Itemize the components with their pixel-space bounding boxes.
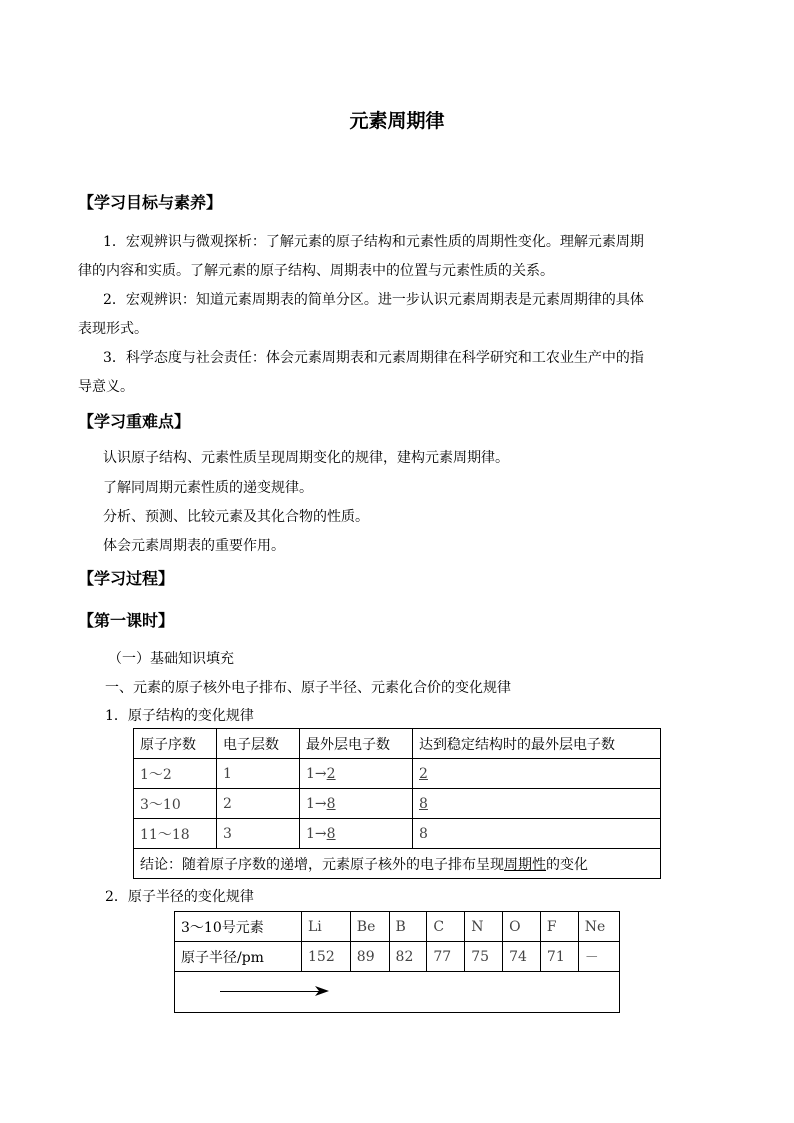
elements-row — [175, 912, 620, 942]
table-row — [134, 759, 661, 789]
conclusion-cell — [134, 849, 661, 879]
trend-cell — [175, 972, 620, 1013]
key-point-3: 分析、预测、比较元素及其化合物的性质。 — [103, 509, 369, 525]
conclusion-periodicity: 周期性 — [504, 856, 546, 873]
element-n: N — [465, 912, 503, 942]
element-b: B — [389, 912, 427, 942]
trend-row — [175, 972, 620, 1013]
header-electron-layers: 电子层数 — [217, 729, 300, 759]
goal-1-line-1: 1．宏观辨识与微观探析：了解元素的原子结构和元素性质的周期性变化。理解元素周期 — [103, 234, 644, 250]
cell-seq: 11～18 — [134, 819, 217, 849]
radius-n: 75 — [465, 942, 503, 972]
cell-layers: 3 — [217, 819, 300, 849]
cell-seq: 1～2 — [134, 759, 217, 789]
goal-3-line-1: 3．科学态度与社会责任：体会元素周期表和元素周期律在科学研究和工农业生产中的指 — [103, 350, 644, 366]
conclusion-row — [134, 849, 661, 879]
subsection-basic-knowledge: （一）基础知识填充 — [108, 651, 234, 667]
goal-2-line-2: 表现形式。 — [78, 321, 148, 337]
outer-value: 2 — [326, 765, 336, 782]
atomic-radius-table — [174, 911, 620, 1013]
outer-value: 8 — [326, 825, 336, 842]
key-point-4: 体会元素周期表的重要作用。 — [103, 538, 285, 554]
cell-outer — [300, 819, 413, 849]
element-f: F — [540, 912, 578, 942]
outer-prefix: 1→ — [306, 765, 327, 782]
stable-value: 8 — [419, 795, 428, 812]
header-atomic-number: 原子序数 — [134, 729, 217, 759]
radius-f: 71 — [540, 942, 578, 972]
cell-outer — [300, 759, 413, 789]
cell-seq: 3～10 — [134, 789, 217, 819]
atomic-structure-table — [133, 728, 661, 879]
label-elements: 3～10号元素 — [175, 912, 302, 942]
label-radius: 原子半径/pm — [175, 942, 302, 972]
cell-stable — [413, 789, 661, 819]
trend-arrow-head-icon — [315, 985, 329, 997]
key-point-1: 认识原子结构、元素性质呈现周期变化的规律，建构元素周期律。 — [103, 450, 509, 466]
radius-li: 152 — [302, 942, 351, 972]
stable-value: 2 — [419, 765, 428, 782]
goal-1-line-2: 律的内容和实质。了解元素的原子结构、周期表中的位置与元素性质的关系。 — [78, 263, 554, 279]
key-heading: 【学习重难点】 — [78, 412, 191, 431]
process-heading: 【学习过程】 — [78, 569, 175, 588]
element-be: Be — [350, 912, 389, 942]
goal-3-line-2: 导意义。 — [78, 379, 134, 395]
element-li: Li — [302, 912, 351, 942]
goals-heading: 【学习目标与素养】 — [78, 193, 223, 212]
element-o: O — [503, 912, 541, 942]
table-row — [134, 819, 661, 849]
radius-b: 82 — [389, 942, 427, 972]
radius-row — [175, 942, 620, 972]
element-ne: Ne — [578, 912, 619, 942]
header-outer-electrons: 最外层电子数 — [300, 729, 413, 759]
cell-stable: 8 — [413, 819, 661, 849]
header-stable-outer-electrons: 达到稳定结构时的最外层电子数 — [413, 729, 661, 759]
outer-prefix: 1→ — [306, 825, 327, 842]
table-header-row — [134, 729, 661, 759]
key-point-2: 了解同周期元素性质的递变规律。 — [103, 480, 313, 496]
goal-2-line-1: 2．宏观辨识：知道元素周期表的简单分区。进一步认识元素周期表是元素周期律的具体 — [103, 292, 644, 308]
item-atomic-radius: 2．原子半径的变化规律 — [105, 889, 254, 905]
radius-c: 77 — [427, 942, 465, 972]
item-atomic-structure: 1．原子结构的变化规律 — [105, 708, 254, 724]
subsection-rules: 一、元素的原子核外电子排布、原子半径、元素化合价的变化规律 — [105, 680, 511, 696]
conclusion-text-a: 结论：随着原子序数的递增，元素原子核外的电子排布呈现 — [140, 856, 504, 873]
lesson-heading: 【第一课时】 — [78, 611, 175, 630]
outer-prefix: 1→ — [306, 795, 327, 812]
radius-be: 89 — [350, 942, 389, 972]
table-row — [134, 789, 661, 819]
conclusion-text-c: 的变化 — [546, 856, 588, 873]
cell-outer — [300, 789, 413, 819]
cell-layers: 2 — [217, 789, 300, 819]
cell-layers: 1 — [217, 759, 300, 789]
trend-arrow-line — [220, 991, 320, 992]
radius-ne: － — [578, 942, 619, 972]
cell-stable — [413, 759, 661, 789]
page-title: 元素周期律 — [349, 110, 445, 132]
radius-o: 74 — [503, 942, 541, 972]
element-c: C — [427, 912, 465, 942]
outer-value: 8 — [326, 795, 336, 812]
